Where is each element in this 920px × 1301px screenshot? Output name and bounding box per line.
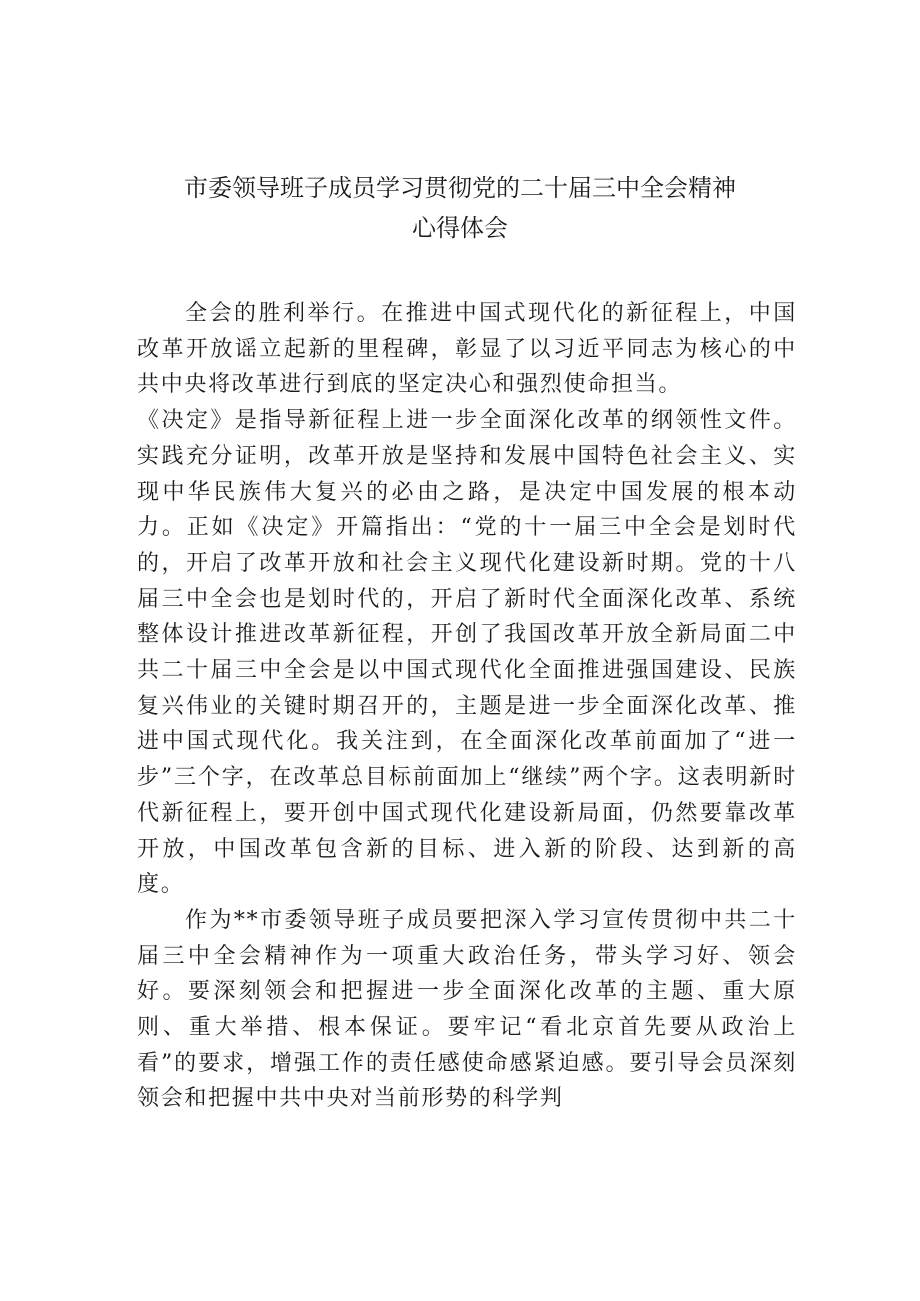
title-line-1: 市委领导班子成员学习贯彻党的二十届三中全会精神	[184, 174, 736, 202]
document-title	[0, 168, 920, 248]
title-line-2: 心得体会	[412, 214, 508, 242]
paragraph-1: 全会的胜利举行。在推进中国式现代化的新征程上，中国改革开放谣立起新的里程碑，彰显了以习近平同志为核心的中共中央将改革进行到底的坚定决心和强烈使命担当。	[137, 301, 797, 398]
paragraph-2: 《决定》是指导新征程上进一步全面深化改革的纲领性文件。实践充分证明，改革开放是坚持和发展中国特色社会主义、实现中华民族伟大复兴的必由之路，是决定中国发展的根本动力。正如《决定》开篇指出：“党的十一届三中全会是划时代的，开启了改革开放和社会主义现代化建设新时期。党的十八届三中全会也是划时代的，开启了新时代全面深化改革、系统整体设计推进改革新征程，开创了我国改革开放全新局面二中共二十届三中全会是以中国式现代化全面推进强国建设、民族复兴伟业的关键时期召开的，主题是进一步全面深化改革、推进中国式现代化。我关注到，在全面深化改革前面加了“进一步”三个字，在改革总目标前面加上“继续”两个字。这表明新时代新征程上，要开创中国式现代化建设新局面，仍然要靠改革开放，中国改革包含新的目标、进入新的阶段、达到新的高度。	[137, 408, 797, 898]
paragraph-3: 作为**市委领导班子成员要把深入学习宣传贯彻中共二十届三中全会精神作为一项重大政治任务，带头学习好、领会好。要深刻领会和把握进一步全面深化改革的主题、重大原则、重大举措、根本保证。要牢记“看北京首先要从政治上看”的要求，增强工作的责任感使命感紧迫感。要引导会员深刻领会和把握中共中央对当前形势的科学判	[137, 907, 797, 1112]
document-body	[137, 296, 797, 1117]
